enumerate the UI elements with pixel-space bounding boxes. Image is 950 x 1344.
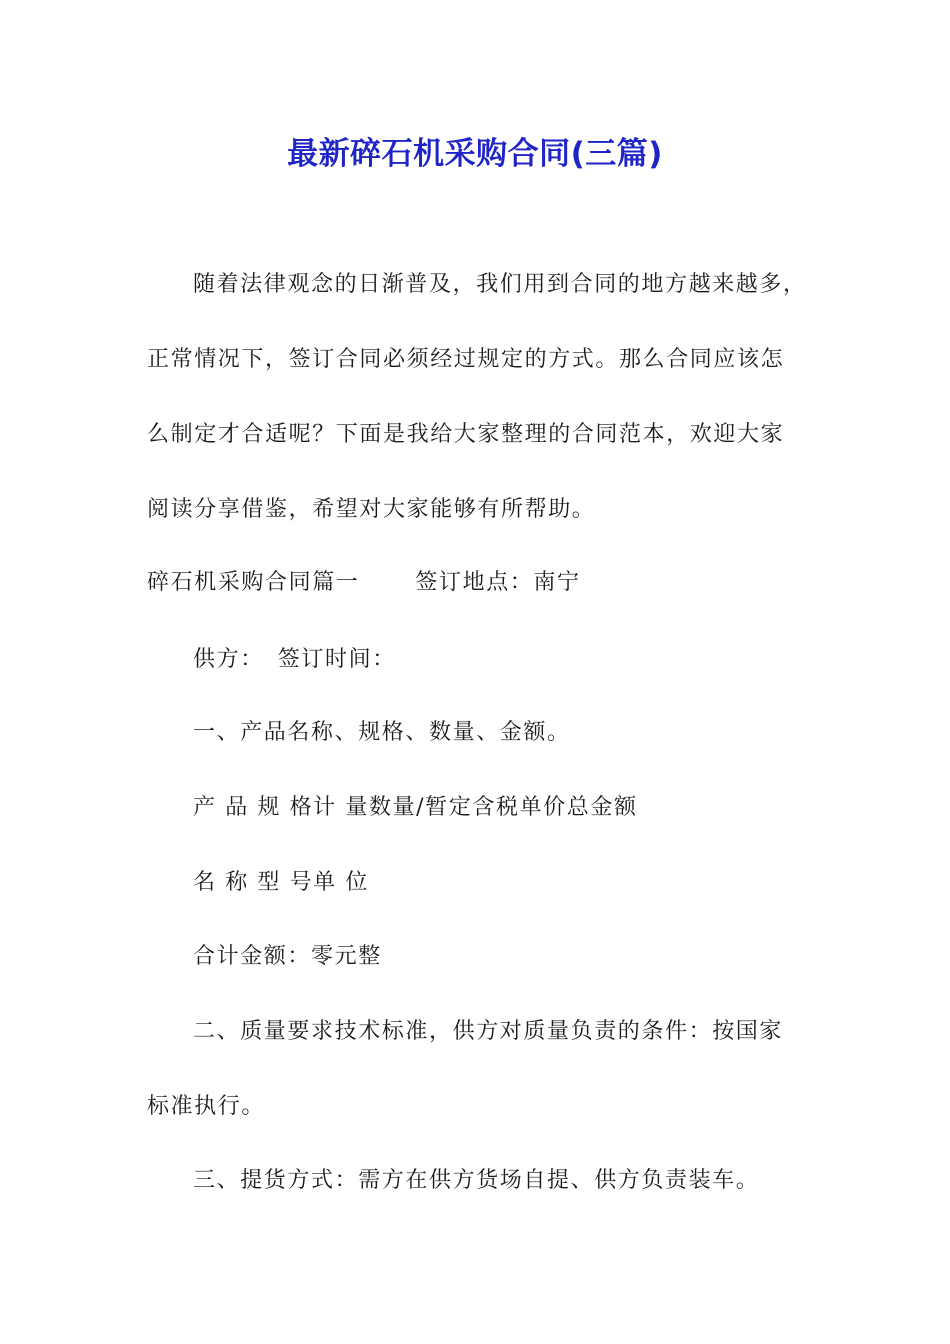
table-header-row-2: 名 称 型 号单 位	[193, 870, 369, 895]
intro-line-4: 阅读分享借鉴，希望对大家能够有所帮助。	[147, 497, 596, 522]
clause-1: 一、产品名称、规格、数量、金额。	[193, 720, 571, 745]
section-heading: 碎石机采购合同篇一	[147, 570, 360, 595]
supplier-line	[193, 645, 396, 675]
section-heading-line	[147, 568, 581, 598]
supplier-label: 供方：	[193, 647, 264, 672]
sign-time-label: 签订时间：	[277, 647, 396, 672]
intro-line-2: 正常情况下，签订合同必须经过规定的方式。那么合同应该怎	[147, 347, 785, 372]
intro-line-3: 么制定才合适呢？下面是我给大家整理的合同范本，欢迎大家	[147, 422, 785, 447]
clause-2-line-1: 二、质量要求技术标准，供方对质量负责的条件：按国家	[193, 1019, 784, 1044]
clause-2-line-2: 标准执行。	[147, 1094, 266, 1119]
table-header-row-1: 产 品 规 格计 量数量/暂定含税单价总金额	[193, 795, 638, 820]
document-title: 最新碎石机采购合同(三篇)	[287, 136, 663, 172]
total-amount: 合计金额：零元整	[193, 944, 382, 969]
sign-place: 签订地点：南宁	[415, 570, 581, 595]
clause-3: 三、提货方式：需方在供方货场自提、供方负责装车。	[193, 1168, 760, 1193]
intro-line-1: 随着法律观念的日渐普及，我们用到合同的地方越来越多，	[193, 272, 807, 297]
